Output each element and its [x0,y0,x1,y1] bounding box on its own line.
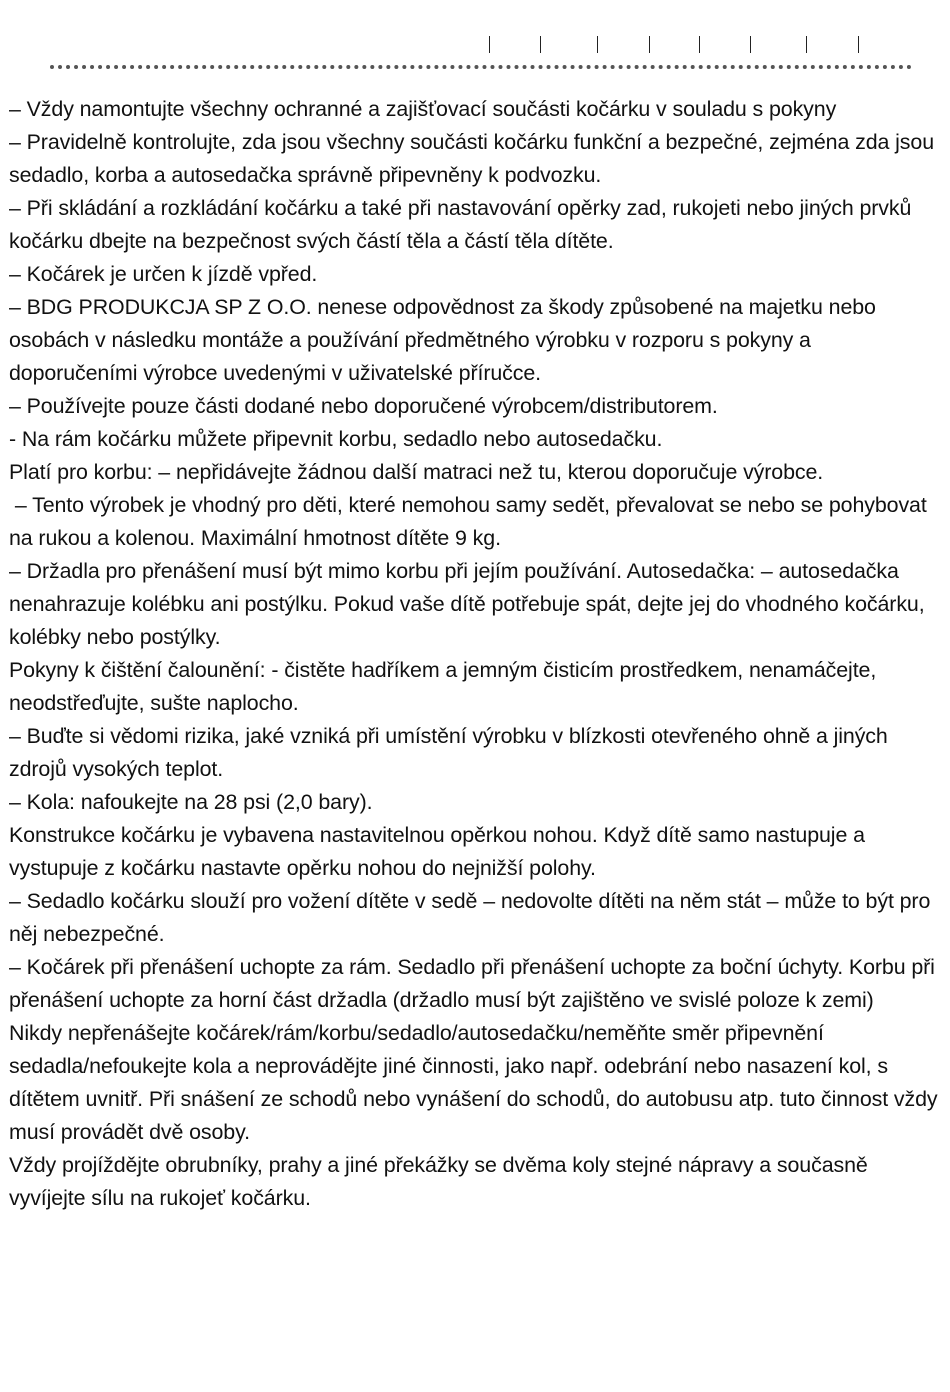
dotted-divider [50,65,912,69]
paragraph: – Kočárek je určen k jízdě vpřed. [9,262,318,286]
header-tick-mark [750,36,751,53]
paragraph: – BDG PRODUKCJA SP Z O.O. nenese odpovědnost za škody způsobené na majetku nebo osobách v následku montáže a používání předmětného výrobku v rozporu s pokyny a doporučeními výrobce uvedenými v uživatelské příručce. [9,295,876,385]
paragraph: – Buďte si vědomi rizika, jaké vzniká při umístění výrobku v blízkosti otevřeného ohně a jiných zdrojů vysokých teplot. [9,724,888,781]
paragraph: Nikdy nepřenášejte kočárek/rám/korbu/sedadlo/autosedačku/neměňte směr připevnění sedadla/nefoukejte kola a neprovádějte jiné činnosti, jako např. odebrání nebo nasazení kol, s dítětem uvnitř. Při snášení ze schodů nebo vynášení do schodů, do autobusu atp. tuto činnost vždy musí provádět dvě osoby. [9,1021,938,1144]
paragraph: – Pravidelně kontrolujte, zda jsou všechny součásti kočárku funkční a bezpečné, zejména zda jsou sedadlo, korba a autosedačka správně připevněny k podvozku. [9,130,934,187]
paragraph: – Tento výrobek je vhodný pro děti, které nemohou samy sedět, převalovat se nebo se pohybovat na rukou a kolenou. Maximální hmotnost dítěte 9 kg. [9,493,933,550]
paragraph: – Kola: nafoukejte na 28 psi (2,0 bary). [9,790,373,814]
paragraph: – Vždy namontujte všechny ochranné a zajišťovací součásti kočárku v souladu s pokyny [9,97,837,121]
header-tick-mark [699,36,700,53]
instructions-text [9,93,941,1215]
header-tick-mark [540,36,541,53]
paragraph: – Kočárek při přenášení uchopte za rám. Sedadlo při přenášení uchopte za boční úchyty. Korbu při přenášení uchopte za horní část držadla (držadlo musí být zajištěno ve svislé poloze k zemi) [9,955,935,1012]
paragraph: Pokyny k čištění čalounění: - čistěte hadříkem a jemným čisticím prostředkem, nenamáčejte, neodstřeďujte, sušte naplocho. [9,658,877,715]
paragraph: Platí pro korbu: – nepřidávejte žádnou další matraci než tu, kterou doporučuje výrobce. [9,460,824,484]
paragraph: – Používejte pouze části dodané nebo doporučené výrobcem/distributorem. [9,394,718,418]
paragraph: – Při skládání a rozkládání kočárku a také při nastavování opěrky zad, rukojeti nebo jiných prvků kočárku dbejte na bezpečnost svých částí těla a částí těla dítěte. [9,196,912,253]
header-tick-mark [858,36,859,53]
header-tick-mark [597,36,598,53]
paragraph: – Sedadlo kočárku slouží pro vožení dítěte v sedě – nedovolte dítěti na něm stát – může to být pro něj nebezpečné. [9,889,931,946]
header-tick-mark [649,36,650,53]
header-tick-mark [806,36,807,53]
paragraph: – Držadla pro přenášení musí být mimo korbu při jejím používání. Autosedačka: – autosedačka nenahrazuje kolébku ani postýlku. Pokud vaše dítě potřebuje spát, dejte jej do vhodného kočárku, kolébky nebo postýlky. [9,559,925,649]
paragraph: Vždy projíždějte obrubníky, prahy a jiné překážky se dvěma koly stejné nápravy a současně vyvíjejte sílu na rukojeť kočárku. [9,1153,868,1210]
header-tick-mark [489,36,490,53]
header-rule [0,0,950,80]
paragraph: Konstrukce kočárku je vybavena nastavitelnou opěrkou nohou. Když dítě samo nastupuje a vystupuje z kočárku nastavte opěrku nohou do nejnižší polohy. [9,823,865,880]
paragraph: - Na rám kočárku můžete připevnit korbu, sedadlo nebo autosedačku. [9,427,663,451]
